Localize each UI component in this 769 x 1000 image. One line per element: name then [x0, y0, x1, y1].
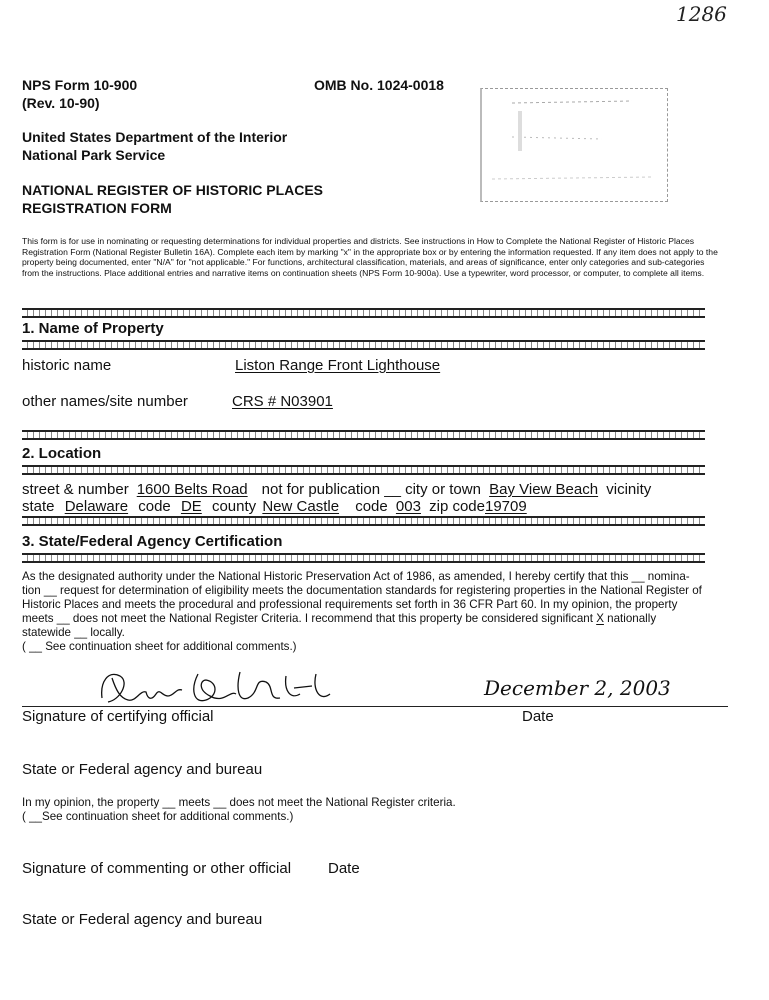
separator [22, 430, 705, 440]
state-value[interactable]: Delaware [64, 498, 129, 515]
state-code-value[interactable]: DE [180, 498, 202, 515]
department-name: United States Department of the Interior [22, 129, 288, 145]
signature-label: Signature of certifying official [22, 708, 214, 725]
nationally-checkmark[interactable]: X [596, 612, 604, 625]
street-label: street & number [22, 481, 129, 498]
form-number: NPS Form 10-900 [22, 77, 138, 93]
county-value[interactable]: New Castle [262, 498, 340, 515]
county-label: county [211, 498, 257, 515]
certification-line4-end: nationally [603, 612, 657, 625]
other-names-label: other names/site number [22, 393, 188, 410]
certification-line1: As the designated authority under the National Historic Preservation Act of 1986, as amended, I hereby certify that this __ nomina- [22, 570, 690, 583]
other-names-value[interactable]: CRS # N03901 [232, 393, 333, 410]
certification-line2: tion __ request for determination of eligibility meets the documentation standards for registering properties in the National Register of [22, 584, 702, 597]
agency-label-2: State or Federal agency and bureau [22, 911, 263, 928]
omb-number: OMB No. 1024-0018 [314, 77, 444, 93]
historic-name-label: historic name [22, 357, 112, 374]
agency-label: State or Federal agency and bureau [22, 761, 263, 778]
separator [22, 340, 705, 350]
section3-heading: 3. State/Federal Agency Certification [22, 533, 283, 550]
handwritten-page-number: 1286 [676, 2, 727, 26]
state-label: state [22, 498, 55, 515]
stamp-marks [482, 89, 667, 201]
city-label: city or town [405, 481, 481, 498]
separator [22, 553, 705, 563]
location-row2 [22, 498, 527, 515]
form-instructions: This form is for use in nominating or requesting determinations for individual properties and districts. See instructions in How to Complete the National Register of Historic Places Registration Form (National Register Bulletin 16A). Complete each item by marking "x" in the appropriate box or by entering the information requested. If any item does not apply to the property being documented, enter "N/A" for "not applicable." For functions, architectural classification, materials, and areas of significance, enter only categories and sub-categories from the instructions. Place additional entries and narrative items on continuation sheets (NPS Form 10-900a). Use a typewriter, word processor, or computer, to complete all items. [22, 236, 718, 278]
city-value[interactable]: Bay View Beach [489, 481, 599, 498]
commenting-date-label: Date [328, 860, 360, 877]
separator [22, 308, 705, 318]
section2-heading: 2. Location [22, 445, 102, 462]
certification-line3: Historic Places and meets the procedural and professional requirements set forth in 36 CFR Part 60. In my opinion, the property [22, 598, 678, 611]
commenting-signature-label: Signature of commenting or other official [22, 860, 292, 877]
certification-line6: ( __ See continuation sheet for additional comments.) [22, 640, 297, 653]
form-revision: (Rev. 10-90) [22, 95, 100, 111]
date-label: Date [522, 708, 554, 725]
separator [22, 465, 705, 475]
zip-label: zip code [429, 498, 485, 515]
not-for-publication-label: not for publication [261, 481, 381, 498]
service-name: National Park Service [22, 147, 166, 163]
form-title-line1: NATIONAL REGISTER OF HISTORIC PLACES [22, 182, 324, 198]
opinion-continuation: ( __See continuation sheet for additional comments.) [22, 810, 294, 823]
certification-date-value[interactable]: December 2, 2003 [484, 676, 671, 700]
separator [22, 516, 705, 526]
opinion-line: In my opinion, the property __ meets __ does not meet the National Register criteria. [22, 796, 456, 809]
state-code-label: code [138, 498, 171, 515]
historic-name-value[interactable]: Liston Range Front Lighthouse [235, 357, 441, 374]
zip-value[interactable]: 19709 [485, 498, 527, 515]
county-code-label: code [355, 498, 388, 515]
not-for-publication-blank[interactable]: __ [380, 481, 406, 498]
section1-heading: 1. Name of Property [22, 320, 164, 337]
county-code-value[interactable]: 003 [395, 498, 421, 515]
certification-line4 [22, 612, 656, 626]
received-stamp-box [480, 88, 668, 202]
form-title-line2: REGISTRATION FORM [22, 200, 172, 216]
certification-line4-text: meets __ does not meet the National Register Criteria. I recommend that this property be considered significant [22, 612, 597, 625]
vicinity-label: vicinity [606, 481, 652, 498]
signature-line [22, 706, 728, 707]
certification-line5: statewide __ locally. [22, 626, 125, 639]
location-row1 [22, 481, 651, 498]
street-value[interactable]: 1600 Belts Road [136, 481, 248, 498]
